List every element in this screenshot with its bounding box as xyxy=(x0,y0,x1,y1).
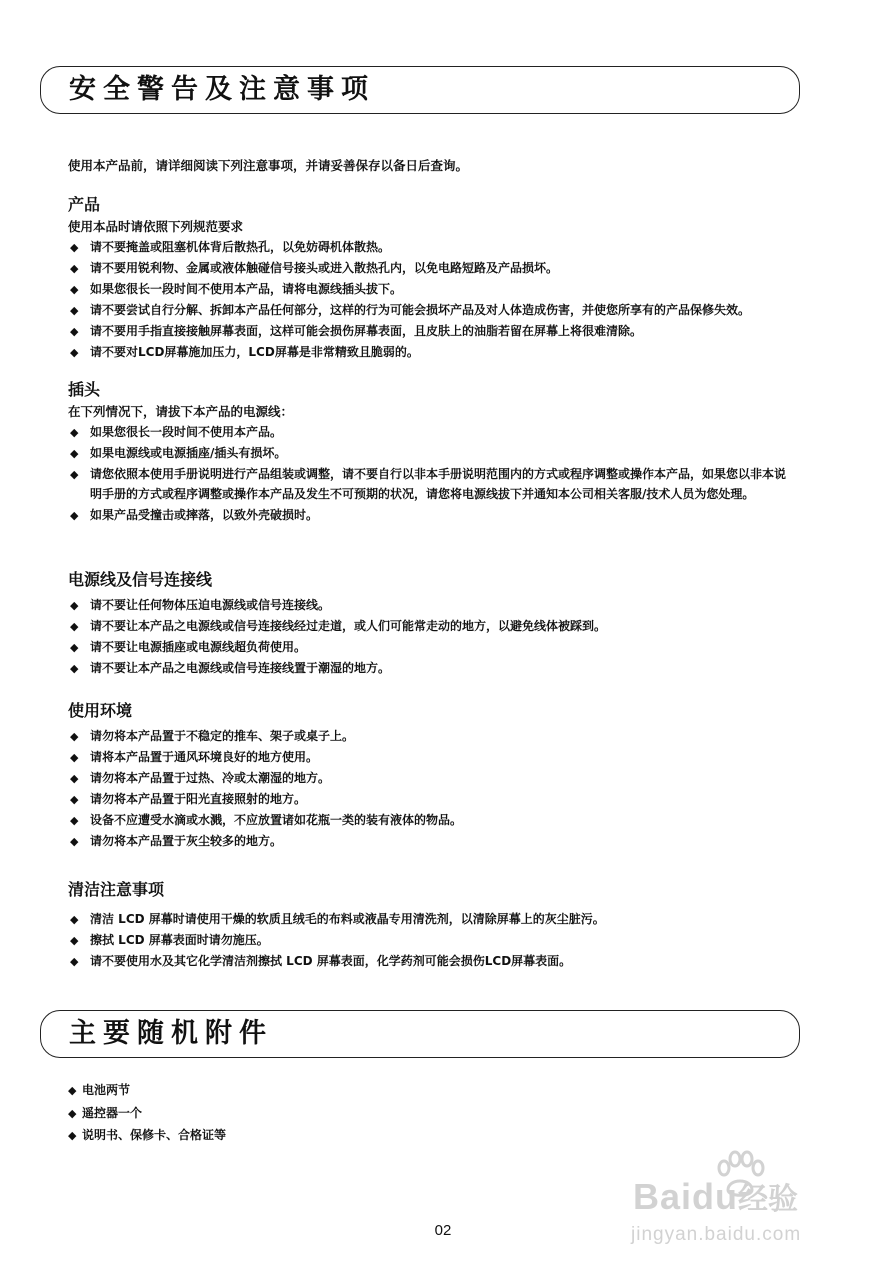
list-item xyxy=(68,931,808,951)
diamond-bullet-icon: ◆ xyxy=(70,772,79,785)
list-item xyxy=(68,638,808,658)
list-item-text: 请您依照本使用手册说明进行产品组装或调整，请不要自行以非本手册说明范围内的方式或程序调整或操作本产品，如果您以非本说明手册的方式或程序调整或操作本产品及发生不可预期的状况，请您将电源线拔下并通知本公司相关客服/技术人员为您处理。 xyxy=(90,467,787,501)
section-intro: 使用本品时请依照下列规范要求 xyxy=(68,219,244,234)
list-item-text: 说明书、保修卡、合格证等 xyxy=(82,1128,227,1142)
page-number: 02 xyxy=(434,1222,452,1239)
list-item-text: 擦拭 LCD 屏幕表面时请勿施压。 xyxy=(90,933,269,947)
section-title: 电源线及信号连接线 xyxy=(68,570,213,589)
section-cleaning xyxy=(68,880,808,973)
diamond-bullet-icon: ◆ xyxy=(70,468,79,481)
list-item xyxy=(68,769,808,789)
diamond-bullet-icon: ◆ xyxy=(70,730,79,743)
list-item xyxy=(68,659,808,679)
watermark-brand xyxy=(633,1174,798,1218)
diamond-bullet-icon: ◆ xyxy=(68,1084,77,1097)
diamond-bullet-icon: ◆ xyxy=(70,304,79,317)
section-title: 插头 xyxy=(68,380,101,399)
accessories-title: 主要随机附件 xyxy=(69,1018,273,1049)
section-list xyxy=(68,596,808,679)
list-item-text: 请不要使用水及其它化学清洁剂擦拭 LCD 屏幕表面，化学药剂可能会损伤LCD屏幕表面。 xyxy=(90,954,572,968)
list-item-text: 请不要对LCD屏幕施加压力，LCD屏幕是非常精致且脆弱的。 xyxy=(90,345,419,359)
list-item-text: 如果您很长一段时间不使用本产品，请将电源线插头拔下。 xyxy=(90,282,403,296)
list-item-text: 请将本产品置于通风环境良好的地方使用。 xyxy=(90,750,319,764)
section-list xyxy=(68,423,808,525)
list-item-text: 如果产品受撞击或摔落，以致外壳破损时。 xyxy=(90,507,319,522)
list-item-text: 如果电源线或电源插座/插头有损坏。 xyxy=(90,446,287,460)
list-item-text: 请勿将本产品置于灰尘较多的地方。 xyxy=(90,834,283,848)
diamond-bullet-icon: ◆ xyxy=(70,835,79,848)
diamond-bullet-icon: ◆ xyxy=(70,447,79,460)
accessories-list xyxy=(68,1080,668,1148)
list-item xyxy=(68,280,808,300)
diamond-bullet-icon: ◆ xyxy=(70,934,79,947)
list-item xyxy=(68,1080,668,1101)
diamond-bullet-icon: ◆ xyxy=(70,641,79,654)
diamond-bullet-icon: ◆ xyxy=(70,241,79,254)
diamond-bullet-icon: ◆ xyxy=(70,913,79,926)
diamond-bullet-icon: ◆ xyxy=(70,662,79,675)
list-item-text: 设备不应遭受水滴或水溅，不应放置诸如花瓶一类的装有液体的物品。 xyxy=(90,813,463,827)
safety-banner xyxy=(40,66,800,114)
section-title: 产品 xyxy=(68,195,101,214)
diamond-bullet-icon: ◆ xyxy=(68,1129,77,1142)
list-item xyxy=(68,465,808,504)
list-item-text: 清洁 LCD 屏幕时请使用干燥的软质且绒毛的布料或液晶专用清洗剂，以清除屏幕上的灰尘脏污。 xyxy=(90,912,605,926)
watermark-brand-suffix: du xyxy=(692,1176,739,1217)
diamond-bullet-icon: ◆ xyxy=(70,751,79,764)
section-list xyxy=(68,238,808,363)
section-product xyxy=(68,195,808,364)
list-item xyxy=(68,506,808,526)
list-item-text: 请不要用手指直接接触屏幕表面，这样可能会损伤屏幕表面，且皮肤上的油脂若留在屏幕上将很难清除。 xyxy=(90,324,643,338)
list-item xyxy=(68,322,808,342)
diamond-bullet-icon: ◆ xyxy=(70,262,79,275)
list-item-text: 请勿将本产品置于不稳定的推车、架子或桌子上。 xyxy=(90,729,355,743)
section-environment xyxy=(68,701,808,853)
accessories-banner xyxy=(40,1010,800,1058)
diamond-bullet-icon: ◆ xyxy=(70,325,79,338)
list-item xyxy=(68,727,808,747)
list-item xyxy=(68,259,808,279)
list-item-text: 请勿将本产品置于阳光直接照射的地方。 xyxy=(90,792,307,806)
list-item xyxy=(68,617,808,637)
list-item-text: 遥控器一个 xyxy=(82,1105,143,1120)
list-item xyxy=(68,811,808,831)
diamond-bullet-icon: ◆ xyxy=(70,955,79,968)
list-item xyxy=(68,790,808,810)
list-item-text: 请不要掩盖或阻塞机体背后散热孔，以免妨碍机体散热。 xyxy=(90,240,391,254)
watermark-url: jingyan.baidu.com xyxy=(631,1224,802,1245)
list-item-text: 请不要让本产品之电源线或信号连接线置于潮湿的地方。 xyxy=(90,661,391,675)
list-item xyxy=(68,423,808,443)
watermark-cn: 经验 xyxy=(738,1183,799,1216)
list-item-text: 请不要用锐利物、金属或液体触碰信号接头或进入散热孔内，以免电路短路及产品损坏。 xyxy=(90,261,559,275)
list-item xyxy=(68,748,808,768)
list-item-text: 电池两节 xyxy=(82,1083,131,1097)
list-item xyxy=(68,444,808,464)
list-item xyxy=(68,910,808,930)
section-list xyxy=(68,727,808,852)
diamond-bullet-icon: ◆ xyxy=(70,620,79,633)
list-item-text: 如果您很长一段时间不使用本产品。 xyxy=(90,425,283,439)
list-item xyxy=(68,832,808,852)
list-item xyxy=(68,596,808,616)
diamond-bullet-icon: ◆ xyxy=(70,283,79,296)
diamond-bullet-icon: ◆ xyxy=(70,814,79,827)
list-item xyxy=(68,301,808,321)
diamond-bullet-icon: ◆ xyxy=(70,599,79,612)
list-item-text: 请不要让电源插座或电源线超负荷使用。 xyxy=(90,640,307,654)
section-title: 清洁注意事项 xyxy=(68,880,165,899)
list-item-text: 请不要尝试自行分解、拆卸本产品任何部分，这样的行为可能会损坏产品及对人体造成伤害，并使您所享有的产品保修失效。 xyxy=(90,303,751,317)
diamond-bullet-icon: ◆ xyxy=(70,508,79,522)
watermark-brand-prefix: Bai xyxy=(633,1176,693,1217)
diamond-bullet-icon: ◆ xyxy=(70,346,79,359)
section-intro: 在下列情况下，请拔下本产品的电源线： xyxy=(68,404,294,419)
list-item xyxy=(68,343,808,363)
section-cables xyxy=(68,570,808,680)
section-title: 使用环境 xyxy=(68,701,133,720)
diamond-bullet-icon: ◆ xyxy=(68,1106,77,1120)
list-item xyxy=(68,1103,668,1124)
list-item xyxy=(68,238,808,258)
list-item-text: 请不要让任何物体压迫电源线或信号连接线。 xyxy=(90,598,331,612)
list-item-text: 请勿将本产品置于过热、冷或太潮湿的地方。 xyxy=(90,771,331,785)
safety-title: 安全警告及注意事项 xyxy=(69,74,375,105)
diamond-bullet-icon: ◆ xyxy=(70,793,79,806)
safety-intro: 使用本产品前，请详细阅读下列注意事项，并请妥善保存以备日后查询。 xyxy=(68,158,469,173)
diamond-bullet-icon: ◆ xyxy=(70,426,79,439)
section-list xyxy=(68,910,808,972)
section-plug xyxy=(68,380,808,527)
list-item-text: 请不要让本产品之电源线或信号连接线经过走道，或人们可能常走动的地方，以避免线体被踩到。 xyxy=(90,619,607,633)
list-item xyxy=(68,1125,668,1146)
list-item xyxy=(68,952,808,972)
